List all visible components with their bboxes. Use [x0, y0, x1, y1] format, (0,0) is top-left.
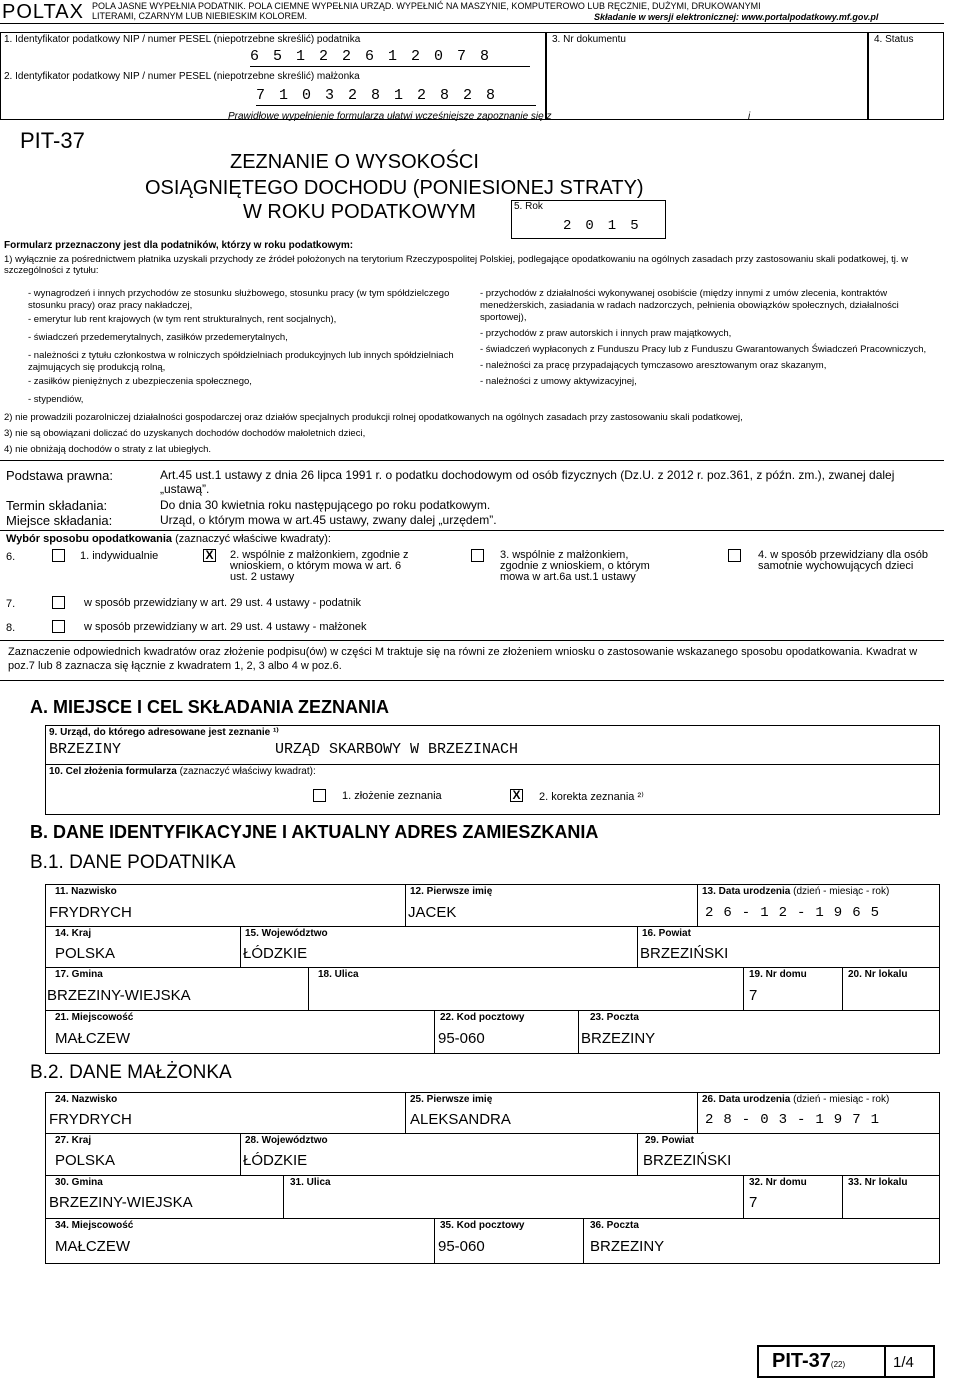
list-item: - stypendiów, — [28, 394, 84, 405]
field-30-label: 30. Gmina — [55, 1177, 103, 1188]
tax-method-heading: Wybór sposobu opodatkowania (zaznaczyć właściwe kwadraty): — [6, 533, 331, 545]
spouse-house-no[interactable]: 7 — [749, 1194, 758, 1211]
taxpayer-surname[interactable]: FRYDRYCH — [49, 904, 132, 921]
footer-form-code: PIT-37(22) — [772, 1350, 846, 1372]
method-individual-label: 1. indywidualnie — [80, 550, 159, 562]
method-note: Zaznaczenie odpowiednich kwadratów oraz złożenie podpisu(ów) w części M traktuje się na równi ze złożeniem wniosku o zastosowanie wskazanego sposobu opodatkowania. Kwadrat w poz.7 lub 8 zaznacza się łącznie z kwadratem 1, 2, 3 albo 4 w poz.6. — [8, 646, 918, 672]
field-5-label: 5. Rok — [514, 201, 543, 212]
field-13-label: 13. Data urodzenia (dzień - miesiąc - rok) — [702, 886, 890, 897]
taxpayer-town[interactable]: MAŁCZEW — [55, 1030, 130, 1047]
footer-page-number: 1/4 — [893, 1354, 914, 1371]
tax-office-city[interactable]: BRZEZINY — [49, 741, 122, 758]
field-9-label: 9. Urząd, do którego adresowane jest zeznanie ¹⁾ — [49, 727, 279, 738]
method-art29-taxpayer-checkbox[interactable] — [52, 596, 65, 609]
taxpayer-firstname[interactable]: JACEK — [408, 904, 457, 921]
list-item: - należności z tytułu członkostwa w rolniczych spółdzielniach produkcyjnych lub innych spółdzielniach zajmujących się produkcją rolną, — [28, 350, 454, 373]
filing-place-label: Miejsce składania: — [6, 513, 113, 528]
field-12-label: 12. Pierwsze imię — [410, 886, 493, 897]
field-33-label: 33. Nr lokalu — [848, 1177, 908, 1188]
spouse-commune[interactable]: BRZEZINY-WIEJSKA — [49, 1194, 193, 1211]
tax-year[interactable]: 2015 — [563, 218, 653, 234]
field-15-label: 15. Województwo — [245, 928, 328, 939]
list-item: - przychodów z praw autorskich i innych praw majątkowych, — [480, 328, 732, 339]
row-8-label: 8. — [6, 622, 16, 634]
instructions-notice-end: i — [748, 111, 751, 122]
form-title-line3: W ROKU PODATKOWYM — [243, 201, 476, 223]
field-3-label: 3. Nr dokumentu — [552, 34, 626, 45]
list-item: - przychodów z działalności wykonywanej osobiście (między innymi z umów zlecenia, kontraktów menedżerskich, zasiadania w radach nadzorczych, pełnienia obowiązków społecznych, działalności sportowej), — [480, 288, 899, 323]
field-16-label: 16. Powiat — [642, 928, 691, 939]
method-joint-checkbox[interactable]: X — [203, 549, 216, 562]
purpose-correction-checkbox[interactable]: X — [510, 789, 523, 802]
method-art29-spouse-checkbox[interactable] — [52, 620, 65, 633]
field-29-label: 29. Powiat — [645, 1135, 694, 1146]
field-35-label: 35. Kod pocztowy — [440, 1220, 525, 1231]
purpose-filing-label: 1. złożenie zeznania — [342, 790, 442, 802]
list-item: - wynagrodzeń i innych przychodów ze stosunku służbowego, stosunku pracy (w tym spółdzielczego stosunku pracy) oraz pracy nakładczej, — [28, 288, 450, 311]
field-19-label: 19. Nr domu — [749, 969, 807, 980]
field-11-label: 11. Nazwisko — [55, 886, 117, 897]
field-10-label: 10. Cel złożenia formularza (zaznaczyć właściwy kwadrat): — [49, 766, 316, 777]
field-14-label: 14. Kraj — [55, 928, 92, 939]
spouse-voivodeship[interactable]: ŁÓDZKIE — [243, 1152, 308, 1169]
form-intended-for: Formularz przeznaczony jest dla podatników, którzy w roku podatkowym: — [4, 240, 354, 251]
filing-place-value: Urząd, o którym mowa w art.45 ustawy, zwany dalej „urzędem”. — [160, 513, 497, 527]
legal-basis-value: Art.45 ust.1 ustawy z dnia 26 lipca 1991 r. o podatku dochodowym od osób fizycznych (Dz.U. z 2012 r. poz.361, z późn. zm.), zwanej dalej „ustawą”. — [160, 468, 895, 496]
income-list-left — [28, 288, 468, 406]
field-20-label: 20. Nr lokalu — [848, 969, 908, 980]
field-2-pesel[interactable]: 71032812828 — [256, 87, 510, 104]
poltax-logo: POLTAX — [2, 1, 84, 23]
condition-1: 1) wyłącznie za pośrednictwem płatnika uzyskali przychody ze źródeł położonych na terytorium Rzeczypospolitej Polskiej, podlegające opodatkowaniu na ogólnych zasadach przy zastosowaniu skali podatkowej, tj. w szczególności z tytułu: — [4, 254, 909, 276]
section-b1-title: B.1. DANE PODATNIKA — [30, 852, 236, 873]
row-7-label: 7. — [6, 598, 16, 610]
field-27-label: 27. Kraj — [55, 1135, 92, 1146]
condition-4: 4) nie obniżają dochodów o straty z lat ubiegłych. — [4, 444, 212, 455]
method-single-parent-checkbox[interactable] — [728, 549, 741, 562]
list-item: - emerytur lub rent krajowych (w tym rent strukturalnych, rent socjalnych), — [28, 314, 337, 325]
method-joint-6a-label: 3. wspólnie z małżonkiem, zgodnie z wnioskiem, o którym mowa w art.6a ust.1 ustawy — [500, 549, 650, 583]
taxpayer-house-no[interactable]: 7 — [749, 987, 758, 1004]
list-item: - świadczeń wypłaconych z Funduszu Pracy lub z Funduszu Gwarantowanych Świadczeń Pracowniczych, — [480, 344, 927, 355]
taxpayer-post[interactable]: BRZEZINY — [581, 1030, 656, 1047]
taxpayer-postal-code[interactable]: 95-060 — [438, 1030, 485, 1047]
filing-term-value: Do dnia 30 kwietnia roku następującego po roku podatkowym. — [160, 498, 491, 512]
field-28-label: 28. Województwo — [245, 1135, 328, 1146]
field-24-label: 24. Nazwisko — [55, 1094, 118, 1105]
condition-2: 2) nie prowadzili pozarolniczej działalności gospodarczej oraz działów specjalnych produkcji rolnej opodatkowanych na ogólnych zasadach przy zastosowaniu skali podatkowej, — [4, 412, 743, 423]
taxpayer-dob[interactable]: 26-12-1965 — [705, 905, 890, 921]
section-a-title: A. MIEJSCE I CEL SKŁADANIA ZEZNANIA — [30, 697, 390, 717]
purpose-correction-label: 2. korekta zeznania ²⁾ — [539, 791, 644, 803]
spouse-county[interactable]: BRZEZIŃSKI — [643, 1152, 732, 1169]
spouse-surname[interactable]: FRYDRYCH — [49, 1111, 132, 1128]
field-18-label: 18. Ulica — [318, 969, 359, 980]
form-code: PIT-37 — [20, 128, 85, 153]
instructions-notice: Prawidłowe wypełnienie formularza ułatwi wcześniejsze zapoznanie się z — [228, 111, 552, 122]
field-26-label: 26. Data urodzenia (dzień - miesiąc - rok) — [702, 1094, 890, 1105]
row-6-label: 6. — [6, 551, 16, 563]
taxpayer-country[interactable]: POLSKA — [55, 945, 116, 962]
spouse-postal-code[interactable]: 95-060 — [438, 1238, 485, 1255]
form-title-line1: ZEZNANIE O WYSOKOŚCI — [230, 151, 479, 173]
field-1-pesel[interactable]: 65122612078 — [250, 48, 504, 65]
spouse-country[interactable]: POLSKA — [55, 1152, 116, 1169]
spouse-dob[interactable]: 28-03-1971 — [705, 1112, 890, 1128]
field-36-label: 36. Poczta — [590, 1220, 639, 1231]
field-34-label: 34. Miejscowość — [55, 1220, 134, 1231]
spouse-firstname[interactable]: ALEKSANDRA — [410, 1111, 511, 1128]
method-art29-spouse-label: w sposób przewidziany w art. 29 ust. 4 ustawy - małżonek — [84, 621, 367, 633]
field-23-label: 23. Poczta — [590, 1012, 639, 1023]
purpose-filing-checkbox[interactable] — [313, 789, 326, 802]
field-25-label: 25. Pierwsze imię — [410, 1094, 493, 1105]
form-title-line2: OSIĄGNIĘTEGO DOCHODU (PONIESIONEJ STRATY) — [145, 177, 644, 199]
method-art29-taxpayer-label: w sposób przewidziany w art. 29 ust. 4 ustawy - podatnik — [84, 597, 361, 609]
method-single-parent-label: 4. w sposób przewidziany dla osób samotnie wychowujących dzieci — [758, 549, 928, 572]
method-joint-6a-checkbox[interactable] — [471, 549, 484, 562]
header-instructions-line1: POLA JASNE WYPEŁNIA PODATNIK. POLA CIEMNE WYPEŁNIA URZĄD. WYPEŁNIĆ NA MASZYNIE, KOMPUTEROWO LUB RĘCZNIE, DUŻYMI, DRUKOWANYMI — [92, 1, 761, 11]
list-item: - zasiłków pieniężnych z ubezpieczenia społecznego, — [28, 376, 252, 387]
list-item: - należności za pracę przypadających tymczasowo aresztowanym oraz skazanym, — [480, 360, 827, 371]
method-individual-checkbox[interactable] — [52, 549, 65, 562]
list-item: - należności z umowy aktywizacyjnej, — [480, 376, 637, 387]
field-22-label: 22. Kod pocztowy — [440, 1012, 525, 1023]
section-b2-title: B.2. DANE MAŁŻONKA — [30, 1062, 232, 1083]
field-2-label: 2. Identyfikator podatkowy NIP / numer PESEL (niepotrzebne skreślić) małżonka — [4, 71, 360, 82]
legal-basis-label: Podstawa prawna: — [6, 468, 113, 483]
field-1-label: 1. Identyfikator podatkowy NIP / numer PESEL (niepotrzebne skreślić) podatnika — [4, 34, 361, 45]
field-17-label: 17. Gmina — [55, 969, 103, 980]
field-31-label: 31. Ulica — [290, 1177, 331, 1188]
header-instructions-line2: LITERAMI, CZARNYM LUB NIEBIESKIM KOLOREM. — [92, 11, 308, 21]
method-joint-label: 2. wspólnie z małżonkiem, zgodnie z wnioskiem, o którym mowa w art. 6 ust. 2 ustawy — [230, 549, 409, 583]
filing-term-label: Termin składania: — [6, 498, 108, 513]
taxpayer-commune[interactable]: BRZEZINY-WIEJSKA — [47, 987, 191, 1004]
income-list-right — [480, 288, 930, 388]
list-item: - świadczeń przedemerytalnych, zasiłków przedemerytalnych, — [28, 332, 288, 343]
field-32-label: 32. Nr domu — [749, 1177, 807, 1188]
field-4-label: 4. Status — [874, 34, 914, 45]
header-eform-link[interactable]: Składanie w wersji elektronicznej: www.portalpodatkowy.mf.gov.pl — [594, 12, 879, 22]
taxpayer-county[interactable]: BRZEZIŃSKI — [640, 945, 729, 962]
spouse-town[interactable]: MAŁCZEW — [55, 1238, 130, 1255]
section-b-title: B. DANE IDENTYFIKACYJNE I AKTUALNY ADRES ZAMIESZKANIA — [30, 822, 599, 842]
tax-office-name[interactable]: URZĄD SKARBOWY W BRZEZINACH — [275, 741, 519, 758]
field-21-label: 21. Miejscowość — [55, 1012, 134, 1023]
condition-3: 3) nie są obowiązani doliczać do uzyskanych dochodów dochodów małoletnich dzieci, — [4, 428, 366, 439]
taxpayer-voivodeship[interactable]: ŁÓDZKIE — [243, 945, 308, 962]
spouse-post[interactable]: BRZEZINY — [590, 1238, 665, 1255]
